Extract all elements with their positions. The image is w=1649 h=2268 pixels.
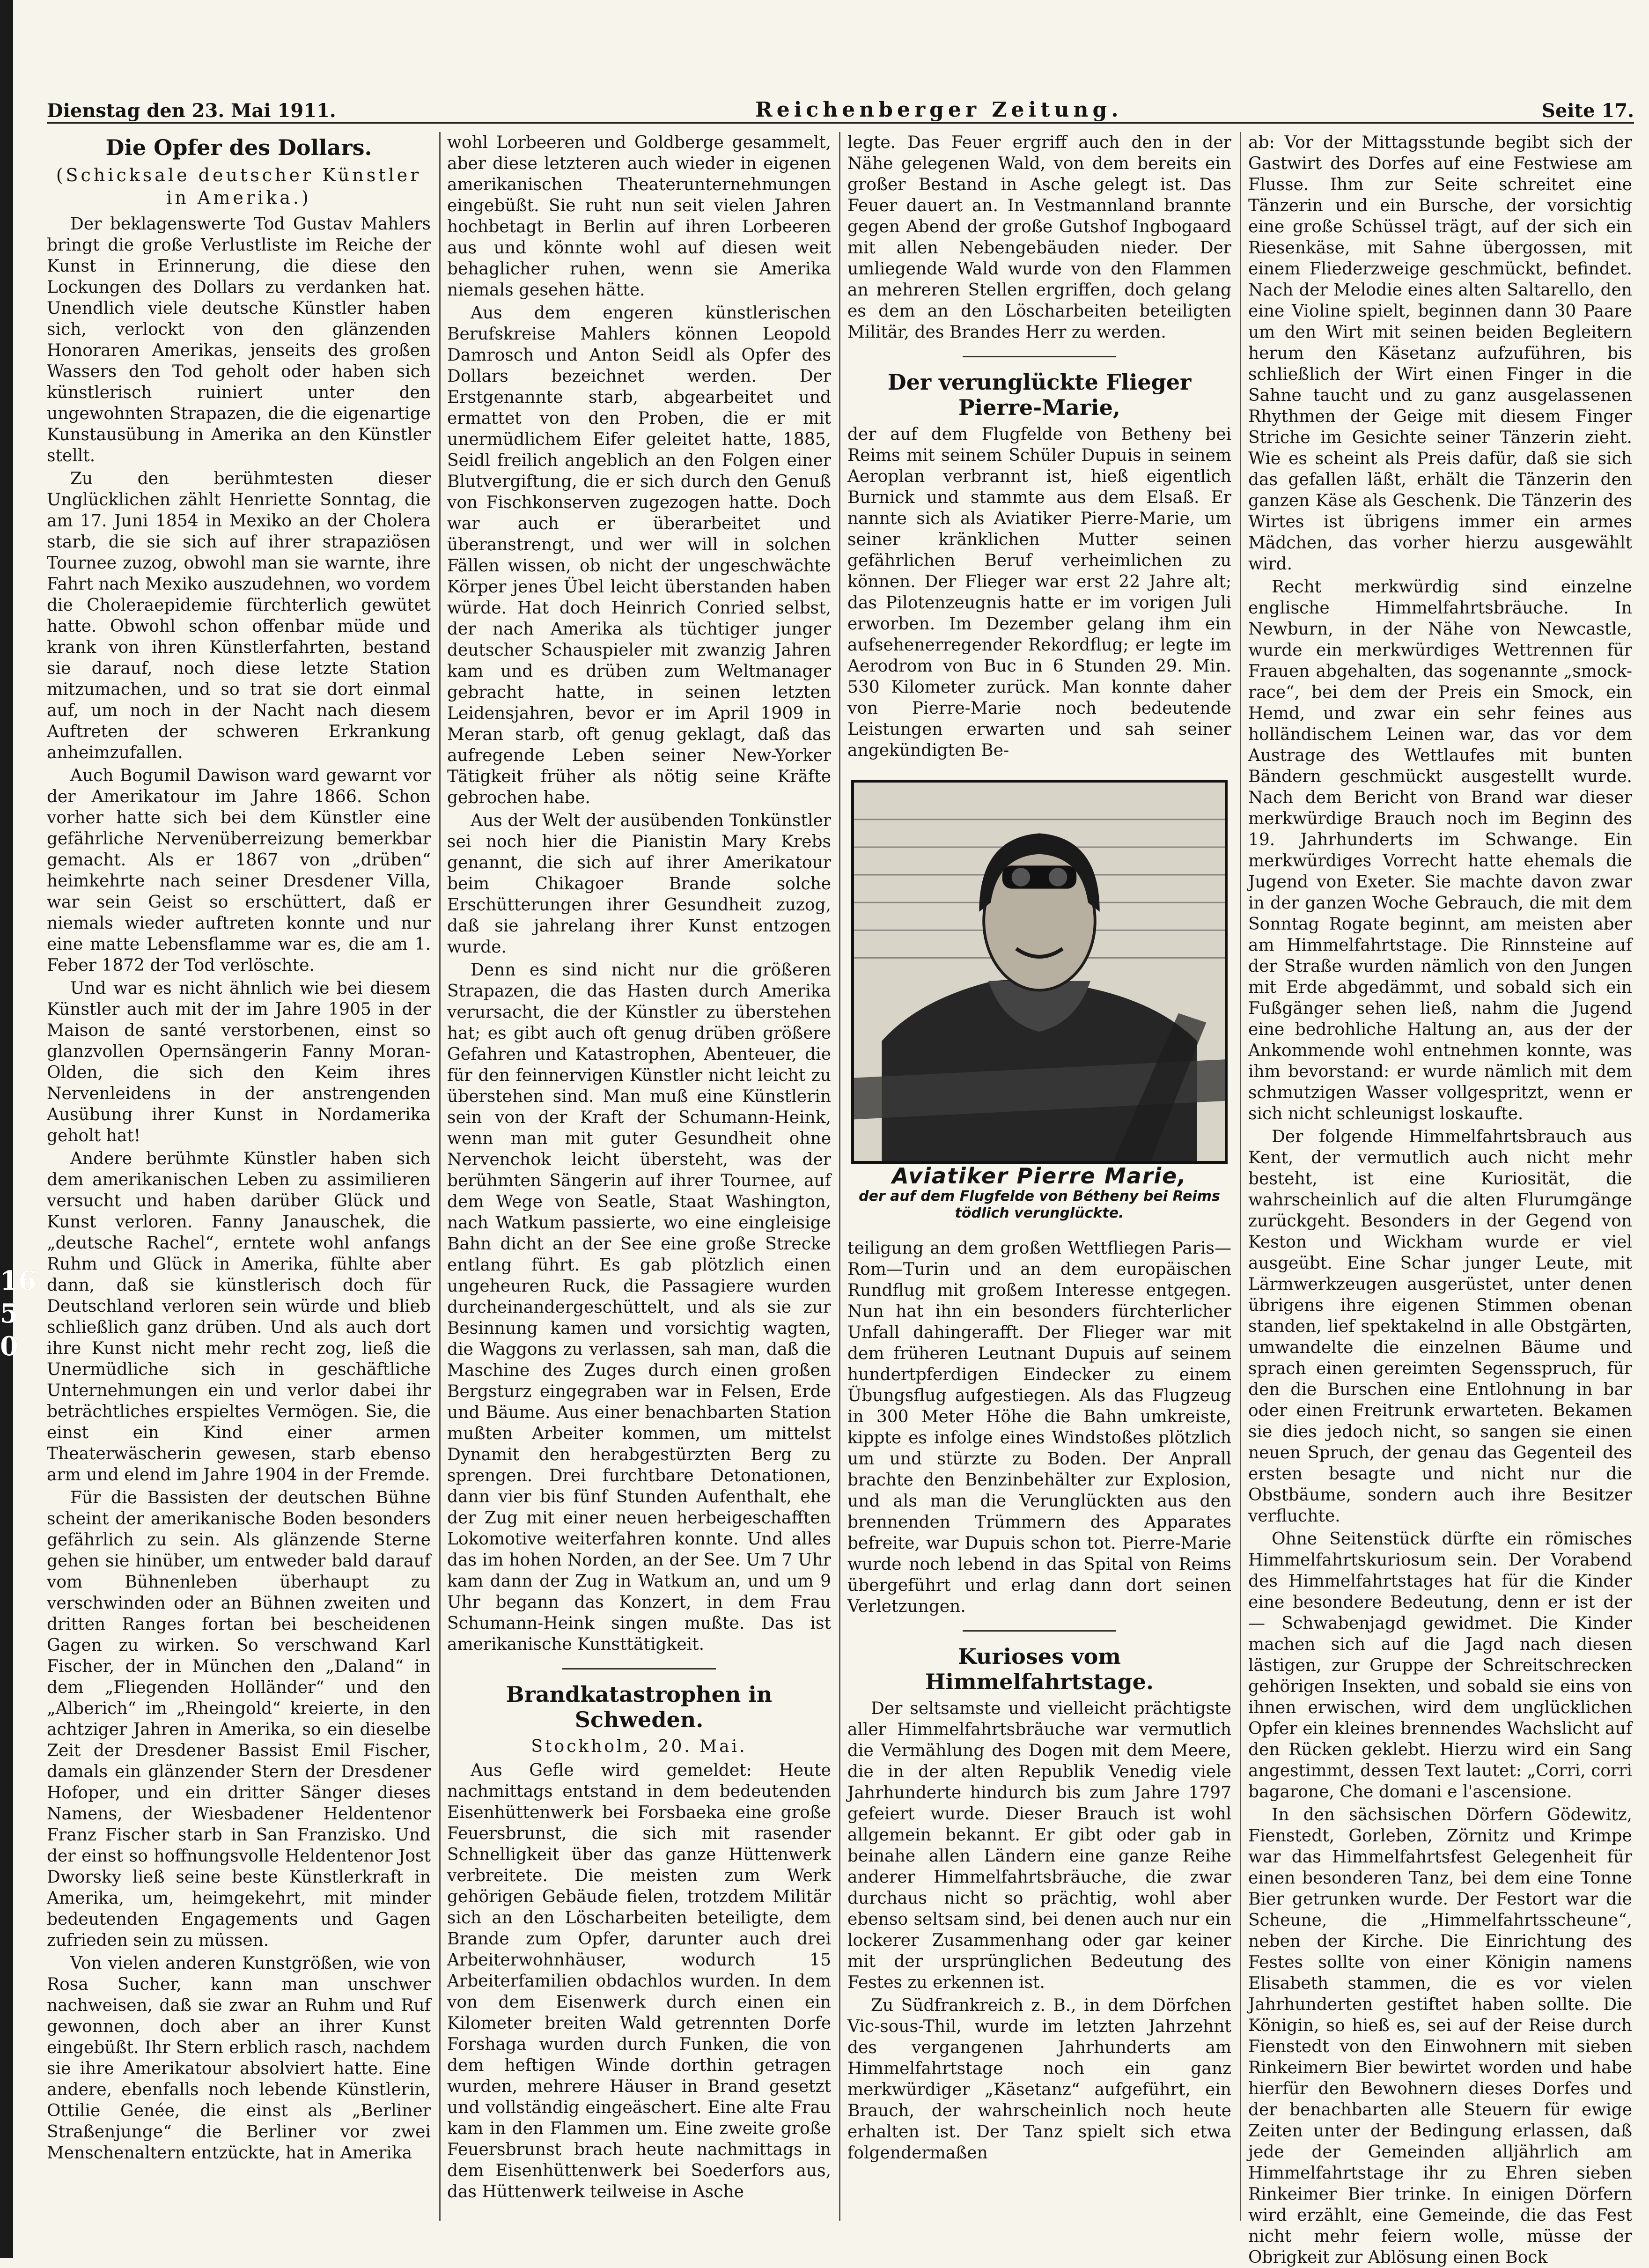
- column-rule: [839, 132, 840, 2221]
- column-rule: [439, 132, 441, 2221]
- adjacent-page-edge: [0, 0, 13, 2258]
- paragraph: Und war es nicht ähnlich wie bei diesem Künstler auch mit der im Jahre 1905 in der Maison de santé verstorbenen, einst so glanzvollen Opernsängerin Fanny Moran-Olden, die sich den Keim ihres Nervenleidens in der anstrengenden Ausübung ihrer Kunst in Nordamerika geholt hat!: [47, 979, 431, 1145]
- page-number: Seite 17.: [1542, 100, 1634, 122]
- paragraph: Für die Bassisten der deutschen Bühne scheint der amerikanische Boden besonders gefährlich zu sein. Als glänzende Sterne gehen sie hinüber, um entweder bald darauf vom Bühnenleben überhaupt zu verschwinden oder an Bühnen zweiten und dritten Ranges fortan bei bescheidenen Gagen zu wirken. So verschwand Karl Fischer, der in München den „Daland“ in dem „Fliegenden Holländer“ und den „Alberich“ im „Rheingold“ kreierte, in den achtziger Jahren in Amerika, so ein dieselbe Zeit der Dresdener Bassist Emil Fischer, damals ein glänzender Stern der Dresdener Hofoper, und ein dritter Sänger dieses Namens, der Wiesbadener Heldentenor Franz Fischer starb in San Franzisko. Und der einst so hoffnungsvolle Heldentenor Jost Dworsky ließ seine beste Künstlerkraft in Amerika, um, heimgekehrt, mit minder bedeutenden Engagements und Gagen zufrieden sein zu müssen.: [47, 1488, 431, 1950]
- caption-line: der auf dem Flugfelde von Bétheny bei Reims: [859, 1188, 1220, 1204]
- caption-title: Aviatiker Pierre Marie,: [892, 1163, 1187, 1189]
- column-3: [847, 132, 1231, 2235]
- paragraph: Ohne Seitenstück dürfte ein römisches Himmelfahrtskuriosum sein. Der Vorabend des Himmelfahrtstages hat für die Kinder eine besondere Bedeutung, denn er ist der — Schwabenjagd gewidmet. Die Kinder machen sich auf die Jagd nach diesen lästigen, zur Gruppe der Schreitschrecken gehörigen Insekten, und sobald sie eins von ihnen erwischen, wird dem unglücklichen Opfer ein kleines brennendes Wachslicht auf den Rücken geklebt. Hierzu wird ein Sang angestimmt, dessen Text lautet: „Corri, corri bagarone, Che domani e l'ascensione.: [1248, 1529, 1632, 1802]
- photo-figure: [851, 780, 1228, 1222]
- section-separator: [963, 356, 1116, 357]
- paragraph: Der beklagenswerte Tod Gustav Mahlers bringt die große Verlustliste im Reiche der Kunst in Erinnerung, die diese den Lockungen des Dollars zu verdanken hat. Unendlich viele deutsche Künstler haben sich, verlockt von den glänzenden Honoraren Amerikas, jenseits des großen Wassers den Tod geholt oder haben sich künstlerisch ruiniert unter den ungewohnten Strapazen, die die eigenartige Kunstausübung in Amerika an den Künstler stellt.: [47, 214, 431, 465]
- fragment-text: 0: [0, 1331, 18, 1362]
- paragraph: Denn es sind nicht nur die größeren Strapazen, die das Hasten durch Amerika verursacht, die der Künstler zu überstehen hat; es gibt auch oft genug drüben größere Gefahren und Katastrophen, Abenteuer, die für den feinnervigen Künstler nicht leicht zu überstehen sind. Man muß eine Künstlerin sein von der Kraft der Schumann-Heink, wenn man mit guter Gesundheit ohne Nervenchok leicht übersteht, was der berühmten Sängerin auf ihrer Tournee, auf dem Wege von Seatle, Staat Washington, nach Watkum passierte, wo eine eingleisige Bahn dicht an der See eine große Strecke entlang führt. Es gab plötzlich einen ungeheuren Ruck, die Passagiere wurden durcheinandergeschüttelt, und als sie zur Besinnung kamen und vorsichtig wagten, die Waggons zu verlassen, sah man, daß die Maschine des Zuges durch einen großen Bergsturz eingegraben war in Felsen, Erde und Bäume. Aus einer benachbarten Station mußten Arbeiter kommen, um mittelst Dynamit den herabgestürzten Berg zu sprengen. Drei furchtbare Detonationen, dann vier bis fünf Stunden Aufenthalt, ehe der Zug mit einer neuen herbeigeschafften Lokomotive weiterfahren konnte. Und alles das im hohen Norden, an der See. Um 7 Uhr kam dann der Zug in Watkum an, und um 9 Uhr begann das Konzert, in dem Frau Schumann-Heink singen mußte. Das ist amerikanische Kunsttätigkeit.: [447, 960, 831, 1654]
- paragraph: Der folgende Himmelfahrtsbrauch aus Kent, der vermutlich auch nicht mehr besteht, ist eine Kuriosität, die wahrscheinlich auf die alten Flurumgänge zurückgeht. Besonders in der Gegend von Keston und Wickham wurde er viel ausgeübt. Eine Schar junger Leute, mit Lärmwerkzeugen ausgerüstet, unter denen übrigens ihre eigenen Stimmen obenan standen, lief spektakelnd in alle Obstgärten, umwandelte die einzelnen Bäume und sprach einen gereimten Segensspruch, für den die Burschen eine Entlohnung in bar oder einen Freitrunk erwarteten. Bekamen sie dies jedoch nicht, so sangen sie einen neuen Spruch, der genau das Gegenteil des ersten besagte und nicht nur die Obstbäume, sondern auch ihre Besitzer verfluchte.: [1248, 1127, 1632, 1526]
- adjacent-page-fragments: [0, 1264, 37, 1363]
- paragraph: In den sächsischen Dörfern Gödewitz, Fienstedt, Gorleben, Zörnitz und Krimpe war das Himmelfahrtsfest Gelegenheit für einen besonderen Tanz, bei dem eine Tonne Bier getrunken wurde. Der Festort war die Scheune, die „Himmelfahrtsscheune“, neben der Kirche. Die Einrichtung des Festes sollte von einer Königin namens Elisabeth stammen, die es vor vielen Jahrhunderten gestiftet haben sollte. Die Königin, so hieß es, sei auf der Reise durch Fienstedt von den Einwohnern mit sieben Rinkeimern Bier bewirtet worden und habe hierfür den Bewohnern dieses Dorfes und der benachbarten alle Steuern für ewige Zeiten unter der Bedingung erlassen, daß jede der Gemeinden alljährlich am Himmelfahrtstage ihr zu Ehren sieben Rinkeimer Bier trinke. In einigen Dörfern wird erzählt, eine Gemeinde, die das Fest nicht mehr feiern wolle, müsse der Obrigkeit zur Ablösung einen Bock: [1248, 1805, 1632, 2267]
- column-2: [447, 132, 831, 2235]
- paragraph: teiligung an dem großen Wettfliegen Paris—Rom—Turin und an dem europäischen Rundflug mit großem Interesse entgegen. Nun hat ihn ein besonders fürchterlicher Unfall dahingerafft. Der Flieger war mit dem früheren Leutnant Dupuis auf seinem hundertpferdigen Eindecker zu einem Übungsflug aufgestiegen. Als das Flugzeug in 300 Meter Höhe die Bahn umkreiste, kippte es infolge eines Windstoßes plötzlich um und stürzte zu Boden. Der Anprall brachte den Benzinbehälter zur Explosion, und als man die Verunglückten aus den brennenden Trümmern des Apparates befreite, war Dupuis schon tot. Pierre-Marie wurde noch lebend in das Spital von Reims übergeführt und erlag dann dort seinen Verletzungen.: [847, 1239, 1231, 1616]
- paragraph: Von vielen anderen Kunstgrößen, wie von Rosa Sucher, kann man unschwer nachweisen, daß sie zwar an Ruhm und Ruf gewonnen, doch aber an ihrer Kunst eingebüßt. Ihr Stern erblich rasch, nachdem sie ihre Amerikatour absolviert hatte. Eine andere, ebenfalls noch lebende Künstlerin, Ottilie Genée, die einst als „Berliner Straßenjunge“ die Berliner vor zwei Menschenaltern entzückte, hat in Amerika: [47, 1954, 431, 2163]
- aviator-photo: [851, 780, 1228, 1164]
- article-headline: Die Opfer des Dollars.: [105, 135, 372, 160]
- fragment-text: 16: [0, 1265, 37, 1296]
- caption-line: tödlich verunglückte.: [955, 1205, 1124, 1221]
- column-rule: [1240, 132, 1241, 2221]
- paragraph: Zu Südfrankreich z. B., in dem Dörfchen Vic-sous-Thil, wurde im letzten Jahrzehnt des vergangenen Jahrhunderts am Himmelfahrtstage noch ein ganz merkwürdiger „Käsetanz“ aufgeführt, ein Brauch, der wahrscheinlich noch heute erhalten ist. Der Tanz spielt sich etwa folgendermaßen: [847, 1996, 1231, 2163]
- paragraph: Aus der Welt der ausübenden Tonkünstler sei noch hier die Pianistin Mary Krebs genannt, die sich auf ihrer Amerikatour beim Chikagoer Brande solche Erschütterungen ihrer Gesundheit zuzog, daß sie jahrelang ihrer Kunst entzogen wurde.: [447, 811, 831, 957]
- paragraph: wohl Lorbeeren und Goldberge gesammelt, aber diese letzteren auch wieder in eigenen amerikanischen Theaterunternehmungen eingebüßt. Sie ruht nun seit vielen Jahren hochbetagt in Berlin auf ihren Lorbeeren aus und könnte wohl auf diesen weit behaglicher ruhen, wenn sie Amerika niemals gesehen hätte.: [447, 133, 831, 300]
- dateline: Stockholm, 20. Mai.: [531, 1737, 747, 1756]
- paragraph: Der seltsamste und vielleicht prächtigste aller Himmelfahrtsbräuche war vermutlich die Vermählung des Dogen mit dem Meere, die in der alten Republik Venedig viele Jahrhunderte hindurch bis zum Jahre 1797 gefeiert wurde. Dieser Brauch ist wohl allgemein bekannt. Er gibt oder gab in beinahe allen Ländern eine ganze Reihe anderer Himmelfahrtsbräuche, die zwar durchaus nicht so prächtig, wohl aber ebenso seltsam sind, bei denen auch nur ein lockerer Zusammenhang oder gar keiner mit der ursprünglichen Bedeutung des Festes zu erkennen ist.: [847, 1699, 1231, 1992]
- paragraph: Auch Bogumil Dawison ward gewarnt vor der Amerikatour im Jahre 1866. Schon vorher hatte sich bei dem Künstler eine gefährliche Nervenüberreizung bemerkbar gemacht. Als er 1867 von „drüben“ heimkehrte nach seiner Dresdener Villa, war sein Geist so erschüttert, daß er niemals wieder auftreten konnte und nur eine matte Lebensflamme war es, die am 1. Feber 1872 der Tod verlöschte.: [47, 766, 431, 975]
- paragraph: Aus dem engeren künstlerischen Berufskreise Mahlers können Leopold Damrosch und Anton Seidl als Opfer des Dollars bezeichnet werden. Der Erstgenannte starb, abgearbeitet und ermattet von den Proben, die er mit unermüdlichem Eifer geleitet hatte, 1885, Seidl freilich angeblich an den Folgen einer Blutvergiftung, die er sich durch den Genuß von Fischkonserven zugezogen hatte. Doch war auch er überarbeitet und überanstrengt, und wer will in solchen Fällen wissen, ob nicht der ungeschwächte Körper jenes Übel leicht überstanden haben würde. Hat doch Heinrich Conried selbst, der nach Amerika als tüchtiger junger deutscher Schauspieler mit zwanzig Jahren kam und es drüben zum Weltmanager gebracht hatte, in seinen letzten Leidensjahren, bevor er im April 1909 in Meran starb, oft genug geklagt, daß das aufregende Leben seiner New-Yorker Tätigkeit früher als nötig seine Kräfte gebrochen habe.: [447, 303, 831, 807]
- paragraph: Zu den berühmtesten dieser Unglücklichen zählt Henriette Sonntag, die am 17. Juni 1854 in Mexiko an der Cholera starb, die sie sich auf ihrer strapaziösen Tournee zuzog, obwohl man sie warnte, ihre Fahrt nach Mexiko auszudehnen, wo vordem die Choleraepidemie fürchterlich gewütet hatte. Obwohl schon offenbar müde und krank von ihren Künstlerfahrten, bestand sie darauf, noch diese letzte Station mitzumachen, und so trat sie dort einmal auf, um noch in der Nacht nach diesem Auftreten der schweren Erkrankung anheimzufallen.: [47, 469, 431, 762]
- article-subhead: (Schicksale deutscher Künstler in Amerika.): [56, 165, 422, 208]
- article-headline: Brandkatastrophen in Schweden.: [506, 1682, 773, 1732]
- paragraph: Recht merkwürdig sind einzelne englische Himmelfahrtsbräuche. In Newburn, in der Nähe von Newcastle, wurde ein merkwürdiges Wettrennen für Frauen abgehalten, das sogenannte „smock-race“, bei dem der Preis ein Smock, ein Hemd, und zwar ein sehr feines aus holländischem Leinen war, das vor dem Austrage des Wettlaufes mit bunten Bändern geschmückt ausgestellt wurde. Nach dem Bericht von Brand war dieser merkwürdige Brauch noch im Beginn des 19. Jahrhunderts im Schwange. Ein merkwürdiges Vorrecht hatte ehemals die Jugend von Exeter. Sie machte davon zwar in der ganzen Woche Gebrauch, die mit dem Sonntag Rogate beginnt, am meisten aber am Himmelfahrtstage. Die Rinnsteine auf der Straße wurden nämlich von den Jungen mit Erde abgedämmt, und sobald sich ein Fußgänger sehen ließ, nahm die Jugend eine bedrohliche Haltung an, aus der der Ankommende wohl entnehmen konnte, was ihm bevorstand: er wurde nämlich mit dem schmutzigen Wasser vollgespritzt, wenn er sich nicht schleunigst loskaufte.: [1248, 577, 1632, 1123]
- section-separator: [963, 1630, 1116, 1632]
- article-headline: Kurioses vom Himmelfahrtstage.: [925, 1644, 1154, 1694]
- article-headline: Der verunglückte Flieger Pierre-Marie,: [887, 369, 1192, 420]
- header-date: Dienstag den 23. Mai 1911.: [47, 100, 336, 122]
- paragraph: Aus Gefle wird gemeldet: Heute nachmittags entstand in dem bedeutenden Eisenhüttenwerk bei Forsbaeka eine große Feuersbrunst, die sich mit rasender Schnelligkeit über das ganze Hüttenwerk verbreitete. Die meisten zum Werk gehörigen Gebäude fielen, trotzdem Militär sich an den Löscharbeiten beteiligte, dem Brande zum Opfer, darunter auch drei Arbeiterwohnhäuser, wodurch 15 Arbeiterfamilien obdachlos wurden. In dem von dem Eisenwerk durch einen ein Kilometer breiten Wald getrennten Dorfe Forshaga wurden durch Funken, die von dem heftigen Winde dorthin getragen wurden, mehrere Häuser in Brand gesetzt und vollständig eingeäschert. Eine alte Frau kam in den Flammen um. Eine zweite große Feuersbrunst brach heute nachmittags in dem Eisenhüttenwerk bei Soederfors aus, das Hüttenwerk teilweise in Asche: [447, 1761, 831, 2202]
- column-4: [1248, 132, 1632, 2267]
- paragraph: ab: Vor der Mittagsstunde begibt sich der Gastwirt des Dorfes auf eine Festwiese am Flusse. Ihm zur Seite schreitet eine Tänzerin und ein Bursche, der vorsichtig eine große Schüssel trägt, auf der sich ein Riesenkäse, mit Sahne übergossen, mit einem Fliederzweige geschmückt, befindet. Nach der Melodie eines alten Saltarello, den eine Violine spielt, beginnen dann 30 Paare um den Wirt mit seinen beiden Begleitern herum den Käsetanz aufzuführen, bis schließlich der Wirt einen Finger in die Sahne taucht und zu ganz ausgelassenen Rhythmen der Geige mit diesem Finger Striche im Gesichte seiner Tänzerin zieht. Wie es scheint als Preis dafür, daß sie sich das gefallen läßt, erhält die Tänzerin den ganzen Käse als Geschenk. Die Tänzerin des Wirtes ist übrigens immer ein armes Mädchen, das vorher hierzu ausgewählt wird.: [1248, 133, 1632, 574]
- paragraph: legte. Das Feuer ergriff auch den in der Nähe gelegenen Wald, von dem bereits ein großer Bestand in Asche gelegt ist. Das Feuer dauert an. In Vestmannland brannte gegen Abend der große Gutshof Ingbogaard mit allen Nebengebäuden nieder. Der umliegende Wald wurde von den Flammen an mehreren Stellen ergriffen, doch gelang es dem an den Löscharbeiten beteiligten Militär, des Brandes Herr zu werden.: [847, 133, 1231, 342]
- page-header: [47, 84, 1634, 124]
- fragment-text: 5: [0, 1298, 18, 1329]
- masthead: Reichenberger Zeitung.: [755, 98, 1123, 122]
- paragraph: der auf dem Flugfelde von Betheny bei Reims mit seinem Schüler Dupuis in seinem Aeroplan verbrannt ist, hieß eigentlich Burnick und stammte aus dem Elsaß. Er nannte sich als Aviatiker Pierre-Marie, um seiner kränklichen Mutter seinen gefährlichen Beruf verheimlichen zu können. Der Flieger war erst 22 Jahre alt; das Pilotenzeugnis hatte er im vorigen Juli erworben. Im Dezember gelang ihm ein aufsehenerregender Rekordflug; er legte im Aerodrom von Buc in 6 Stunden 29. Min. 530 Kilometer zurück. Man konnte daher von Pierre-Marie noch bedeutende Leistungen erwarten und sah seiner angekündigten Be-: [847, 425, 1231, 760]
- photo-caption: [851, 1164, 1228, 1222]
- column-1: [47, 132, 431, 2235]
- section-separator: [562, 1668, 716, 1670]
- paragraph: Andere berühmte Künstler haben sich dem amerikanischen Leben zu assimilieren versucht und haben darüber Glück und Kunst verloren. Fanny Janauschek, die „deutsche Rachel“, erntete wohl anfangs Ruhm und Glück in Amerika, fühlte aber dann, daß sie künstlerisch doch für Deutschland verloren sein würde und blieb schließlich ganz drüben. Und als auch dort ihre Kunst nicht mehr recht zog, ließ die Unermüdliche sich in geschäftliche Unternehmungen ein und verlor dabei ihr beträchtliches erspieltes Vermögen. Sie, die einst ein Kind einer armen Theaterwäscherin gewesen, starb ebenso arm und elend im Jahre 1904 in der Fremde.: [47, 1149, 431, 1485]
